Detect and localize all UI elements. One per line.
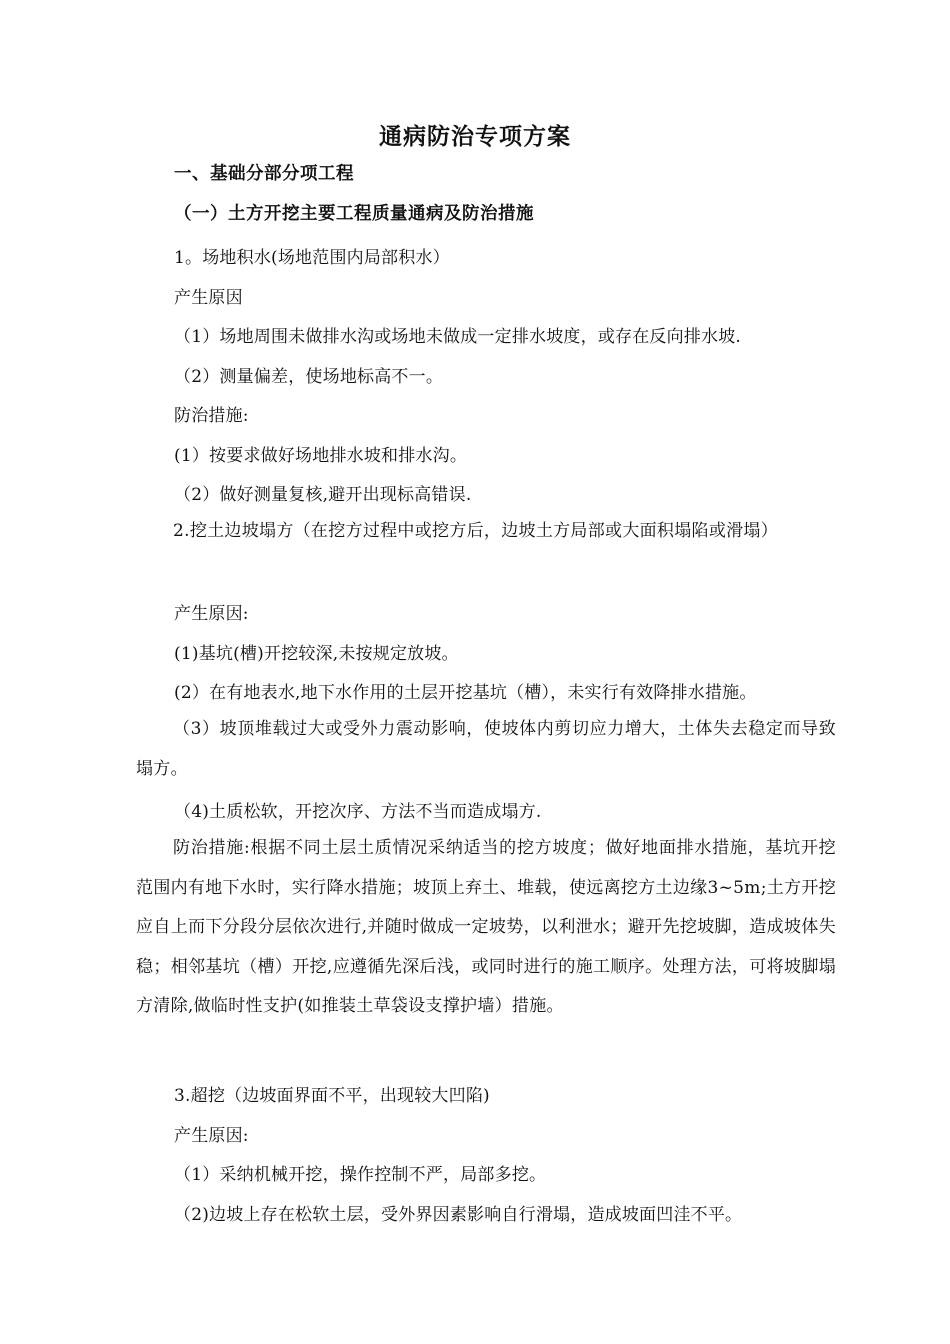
- cause-item: （2）测量偏差，使场地标高不一。: [174, 367, 444, 387]
- cause-item: （2)边坡上存在松软土层，受外界因素影响自行滑塌，造成坡面凹洼不平。: [174, 1205, 743, 1225]
- measures-label: 防治措施:: [174, 406, 249, 426]
- cause-item: （3）坡顶堆载过大或受外力震动影响，使坡体内剪切应力增大，土体失去稳定而导致塌方。: [136, 719, 836, 779]
- cause-label: 产生原因:: [174, 1126, 249, 1146]
- cause-item: (1)基坑(槽)开挖较深,未按规定放坡。: [174, 644, 459, 664]
- section-heading: 一、基础分部分项工程: [174, 164, 354, 184]
- cause-item: （1）采纳机械开挖，操作控制不严，局部多挖。: [174, 1165, 547, 1185]
- subsection-heading: （一）土方开挖主要工程质量通病及防治措施: [174, 204, 534, 224]
- item-heading-2: 2.挖土边坡塌方（在挖方过程中或挖方后，边坡土方局部或大面积塌陷或滑塌）: [173, 521, 779, 541]
- cause-label: 产生原因:: [174, 604, 249, 624]
- cause-item: (2）在有地表水,地下水作用的土层开挖基坑（槽），未实行有效降排水措施。: [174, 683, 757, 703]
- item-heading-3: 3.超挖（边坡面界面不平，出现较大凹陷): [174, 1086, 490, 1106]
- measure-item: （2）做好测量复核,避开出现标高错误.: [174, 485, 472, 505]
- measure-item: (1）按要求做好场地排水坡和排水沟。: [174, 446, 468, 466]
- measures-paragraph: 防治措施:根据不同土层土质情况采纳适当的挖方坡度；做好地面排水措施，基坑开挖范围内有地下水时，实行降水措施；坡顶上弃土、堆载，使远离挖方土边缘3~5m;土方开挖应自上而下分段分层依次进行,并随时做成一定坡势，以利泄水；避开先挖坡脚，造成坡体失稳；相邻基坑（槽）开挖,应遵循先深后浅，或同时进行的施工顺序。处理方法，可将坡脚塌方清除,做临时性支护(如推装土草袋设支撑护墙）措施。: [136, 838, 836, 1016]
- item-heading-1: 1。场地积水(场地范围内局部积水）: [174, 248, 450, 268]
- cause-label: 产生原因: [174, 288, 243, 308]
- cause-item: （1）场地周围未做排水沟或场地未做成一定排水坡度，或存在反向排水坡.: [174, 327, 742, 347]
- cause-item: （4)土质松软，开挖次序、方法不当而造成塌方.: [174, 802, 542, 822]
- document-title: 通病防治专项方案: [379, 123, 571, 150]
